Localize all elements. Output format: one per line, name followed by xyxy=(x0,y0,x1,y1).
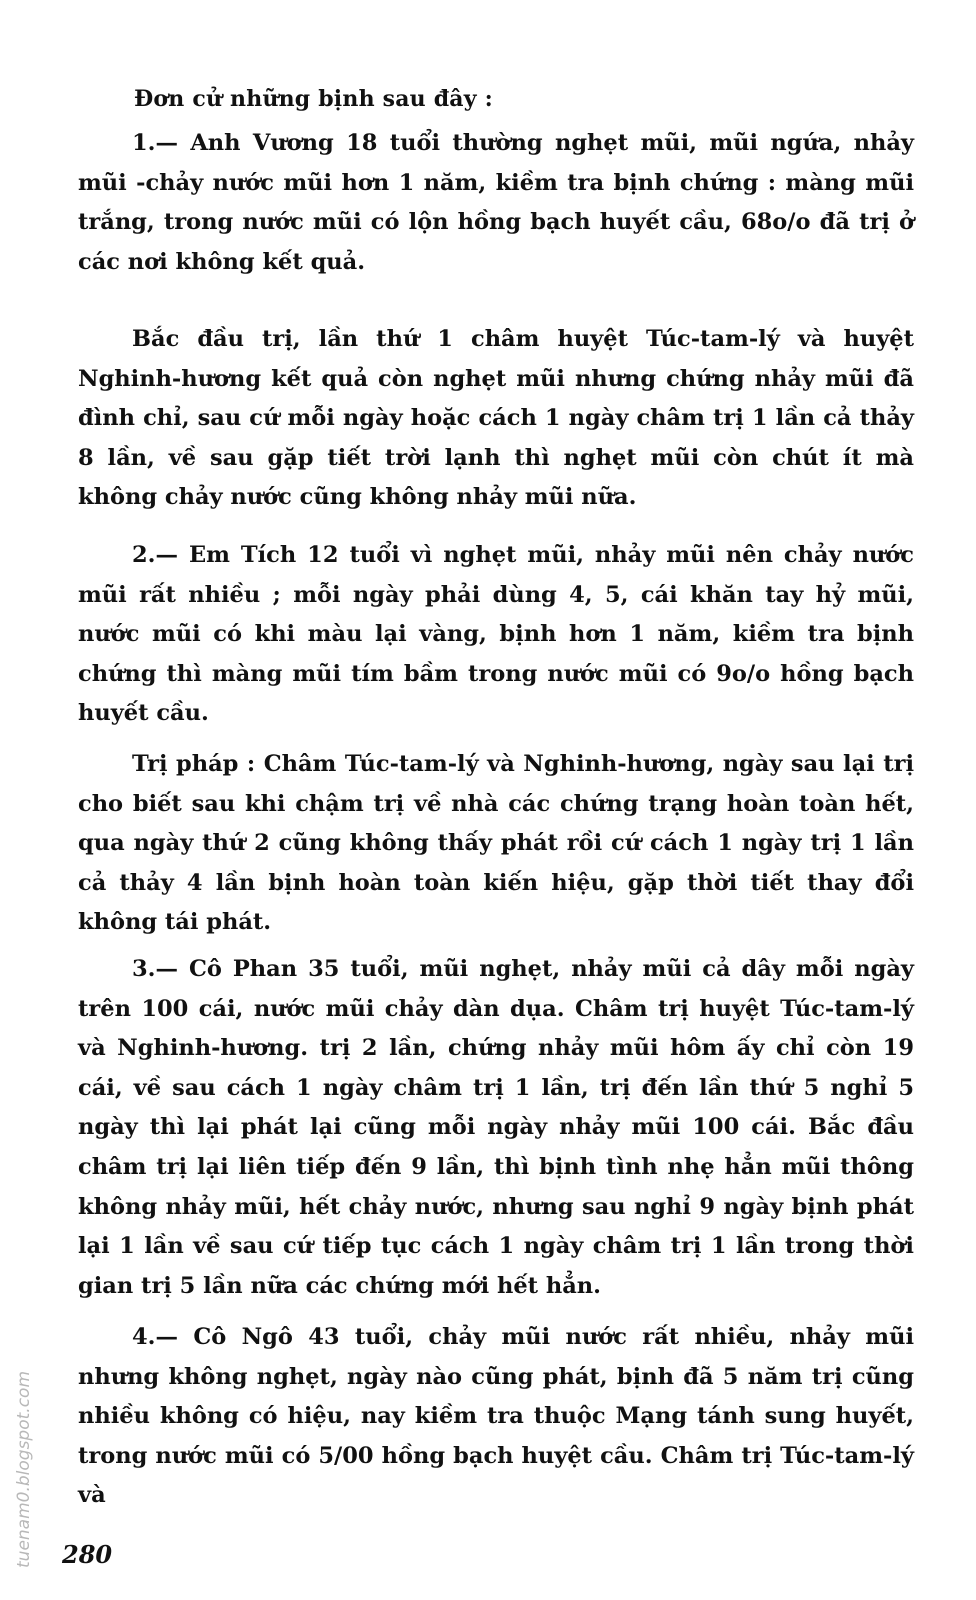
paragraph-case-2-treatment: Trị pháp : Châm Túc-tam-lý và Nghinh-hương, ngày sau lại trị cho biết sau khi chậm trị về nhà các chứng trạng hoàn toàn hết, qua ngày thứ 2 cũng không thấy phát rồi cứ cách 1 ngày trị 1 lần cả thảy 4 lần bịnh hoàn toàn kiến hiệu, gặp thời tiết thay đổi không tái phát. xyxy=(78,751,914,936)
page-number: 280 xyxy=(62,1540,113,1569)
paragraph-case-1: 1.— Anh Vương 18 tuổi thường nghẹt mũi, mũi ngứa, nhảy mũi -chảy nước mũi hơn 1 năm, kiềm tra bịnh chứng : màng mũi trắng, trong nước mũi có lộn hồng bạch huyết cầu, 68o/o đã trị ở các nơi không kết quả. xyxy=(78,130,914,275)
paragraph-case-2: 2.— Em Tích 12 tuổi vì nghẹt mũi, nhảy mũi nên chảy nước mũi rất nhiều ; mỗi ngày phải dùng 4, 5, cái khăn tay hỷ mũi, nước mũi có khi màu lại vàng, bịnh hơn 1 năm, kiềm tra bịnh chứng thì màng mũi tím bầm trong nước mũi có 9o/o hồng bạch huyết cầu. xyxy=(78,542,914,727)
paragraph-case-3: 3.— Cô Phan 35 tuổi, mũi nghẹt, nhảy mũi cả dây mỗi ngày trên 100 cái, nước mũi chảy dàn dụa. Châm trị huyệt Túc-tam-lý và Nghinh-hương. trị 2 lần, chứng nhảy mũi hôm ấy chỉ còn 19 cái, về sau cách 1 ngày châm trị 1 lần, trị đến lần thứ 5 nghỉ 5 ngày thì lại phát lại cũng mỗi ngày nhảy mũi 100 cái. Bắc đầu châm trị lại liên tiếp đến 9 lần, thì bịnh tình nhẹ hẳn mũi thông không nhảy mũi, hết chảy nước, nhưng sau nghỉ 9 ngày bịnh phát lại 1 lần về sau cứ tiếp tục cách 1 ngày châm trị 1 lần trong thời gian trị 5 lần nữa các chứng mới hết hẳn. xyxy=(78,956,914,1299)
section-heading: Đơn cử những bịnh sau đây : xyxy=(134,86,493,112)
paragraph-case-1-treatment: Bắc đầu trị, lần thứ 1 châm huyệt Túc-tam-lý và huyệt Nghinh-hương kết quả còn nghẹt mũi nhưng chứng nhảy mũi đã đình chỉ, sau cứ mỗi ngày hoặc cách 1 ngày châm trị 1 lần cả thảy 8 lần, về sau gặp tiết trời lạnh thì nghẹt mũi còn chút ít mà không chảy nước cũng không nhảy mũi nữa. xyxy=(78,326,914,511)
blog-watermark: tuenam0.blogspot.com xyxy=(14,1370,34,1568)
paragraph-case-4: 4.— Cô Ngô 43 tuổi, chảy mũi nước rất nhiều, nhảy mũi nhưng không nghẹt, ngày nào cũng phát, bịnh đã 5 năm trị cũng nhiều không có hiệu, nay kiềm tra thuộc Mạng tánh sung huyết, trong nước mũi có 5/00 hồng bạch huyệt cầu. Châm trị Túc-tam-lý và xyxy=(78,1324,914,1509)
